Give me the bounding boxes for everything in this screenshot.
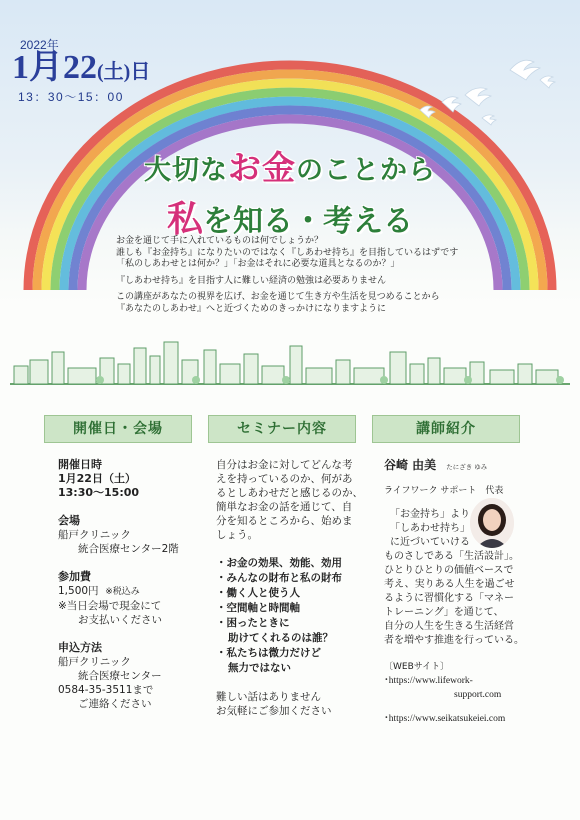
seminar-closing-line: お気軽にご参加ください (216, 705, 332, 717)
lecturer-role: ライフワーク サポート 代表 (384, 486, 504, 496)
lecturer-bio-line: るように習慣化する「マネー (384, 593, 514, 604)
date-block (58, 458, 198, 500)
venue-section-header: 開催日・会場 (44, 415, 192, 443)
apply-line: ご連絡ください (78, 698, 152, 710)
seminar-topic: ・空間軸と時間軸 (216, 602, 300, 614)
website-link-cont[interactable]: support.com (454, 690, 502, 700)
fee-block (58, 570, 198, 627)
lecturer-bio-line: ものさしである「生活設計」。 (384, 551, 519, 562)
seminar-topic: 助けてくれるのは誰？ (228, 632, 333, 644)
website-link[interactable]: ･https://www.lifework- (384, 676, 473, 686)
lecturer-quote-line: 「お金持ち」より (390, 509, 470, 520)
title-line-2 (0, 191, 580, 242)
lecturer-section-header: 講師紹介 (372, 415, 520, 443)
date-value: 1月22日（土） (58, 472, 136, 485)
event-day-suffix: 日 (130, 61, 151, 83)
fee-note: ※当日会場で現金にて (58, 600, 162, 612)
event-year: 2022年 (20, 38, 59, 52)
event-month-day: 1月22 (12, 49, 97, 86)
web-label: 〔WEBサイト〕 (384, 662, 450, 672)
seminar-topic: ・働く人と使う人 (216, 587, 300, 599)
event-date (12, 51, 150, 89)
lecturer-name-row (384, 458, 554, 474)
seminar-intro-line: えを持っているのか、何があ (216, 473, 353, 485)
title-line1-part-b: お金 (228, 148, 296, 187)
seminar-intro-line: 分を知るところから、始めま (216, 515, 353, 527)
place-line: 統合医療センター2階 (78, 543, 179, 555)
fee-tax: ※税込み (105, 587, 140, 597)
event-date-block (12, 36, 150, 105)
lecturer-bio (384, 550, 554, 648)
seminar-closing (216, 690, 366, 718)
date-label: 開催日時 (58, 458, 102, 471)
seminar-section-header: セミナー内容 (208, 415, 356, 443)
fee-label: 参加費 (58, 570, 91, 583)
seminar-topic: ・お金の効果、効能、効用 (216, 557, 342, 569)
place-block (58, 514, 198, 556)
seminar-topic: 無力ではない (228, 662, 291, 674)
seminar-intro-line: るとしあわせだと感じるのか、 (216, 487, 363, 499)
intro-line: 『しあわせ持ち』を目指す人に難しい経済の勉強は必要ありません (116, 275, 387, 286)
website-link[interactable]: ･https://www.seikatsukeiei.com (384, 714, 506, 724)
lecturer-quote (384, 508, 554, 550)
seminar-topic: ・みんなの財布と私の財布 (216, 572, 342, 584)
seminar-closing-line: 難しい話はありません (216, 691, 321, 703)
lecturer-column (384, 458, 554, 726)
phone-number: 0584-35-3511まで (58, 684, 154, 696)
apply-line: 統合医療センター (78, 670, 162, 682)
lecturer-bio-line: 考え、実りある人生を過ごせ (384, 579, 515, 590)
seminar-intro-line: 簡単なお金の話を通じて、自 (216, 501, 353, 513)
intro-line: 「私のしあわせとは何か？」「お金はそれに必要な道具となるのか？」 (116, 259, 400, 269)
lecturer-photo (470, 498, 514, 548)
apply-block (58, 641, 198, 711)
apply-label: 申込方法 (58, 641, 102, 654)
intro-text (116, 236, 536, 315)
seminar-topic: ・困ったときに (216, 617, 290, 629)
title-line1-part-a: 大切な (144, 155, 228, 186)
lecturer-quote-line: 「しあわせ持ち」 (390, 523, 470, 534)
fee-line (58, 584, 198, 599)
title-line2-part-b: を知る・考える (203, 204, 413, 239)
seminar-intro-line: 自分はお金に対してどんな考 (216, 459, 353, 471)
seminar-column (216, 458, 366, 718)
main-title (0, 142, 580, 242)
event-weekday: (土) (97, 61, 131, 83)
seminar-intro-line: しょう。 (216, 529, 258, 541)
lecturer-bio-line: 者を増やす推進を行っている。 (384, 635, 524, 646)
intro-line: 誰しも『お金持ち』になりたいのではなく『しあわせ持ち』を目指しているはずです (116, 247, 459, 258)
lecturer-kana: たにざき ゆみ (446, 463, 488, 471)
title-line2-part-a: 私 (166, 199, 203, 240)
intro-line: お金を通じて手に入れているものは何でしょうか？ (116, 236, 324, 246)
birds-illustration (370, 40, 570, 140)
place-label: 会場 (58, 514, 80, 527)
lecturer-name: 谷崎 由美 (384, 458, 437, 472)
venue-column (58, 458, 198, 725)
lecturer-bio-line: トレーニング」を通じて、 (384, 607, 504, 618)
lecturer-bio-line: ひとりひとりの価値ベースで (384, 565, 514, 576)
lecturer-bio-line: 自分の人生を生きる生活経営 (384, 621, 514, 632)
intro-line: 『あなたのしあわせ』へと近づくためのきっかけになりますように (116, 303, 387, 314)
seminar-topic-list (216, 556, 366, 676)
place-line: 船戸クリニック (58, 529, 131, 541)
lecturer-quote-line: に近づいていける (390, 537, 470, 548)
intro-line: この講座があなたの視界を広げ、お金を通じて生き方や生活を見つめることから (116, 292, 440, 302)
cityscape-illustration (0, 330, 580, 390)
event-time: 13：30〜15：00 (18, 90, 124, 104)
apply-line: 船戸クリニック (58, 656, 131, 668)
seminar-intro (216, 458, 366, 542)
seminar-topic: ・私たちは微力だけど (216, 647, 321, 659)
fee-note: お支払いください (78, 614, 162, 626)
title-line1-part-c: のことから (296, 155, 436, 186)
fee-value: 1,500円 (58, 585, 99, 597)
time-value: 13:30〜15:00 (58, 486, 140, 499)
title-line-1 (0, 142, 580, 189)
